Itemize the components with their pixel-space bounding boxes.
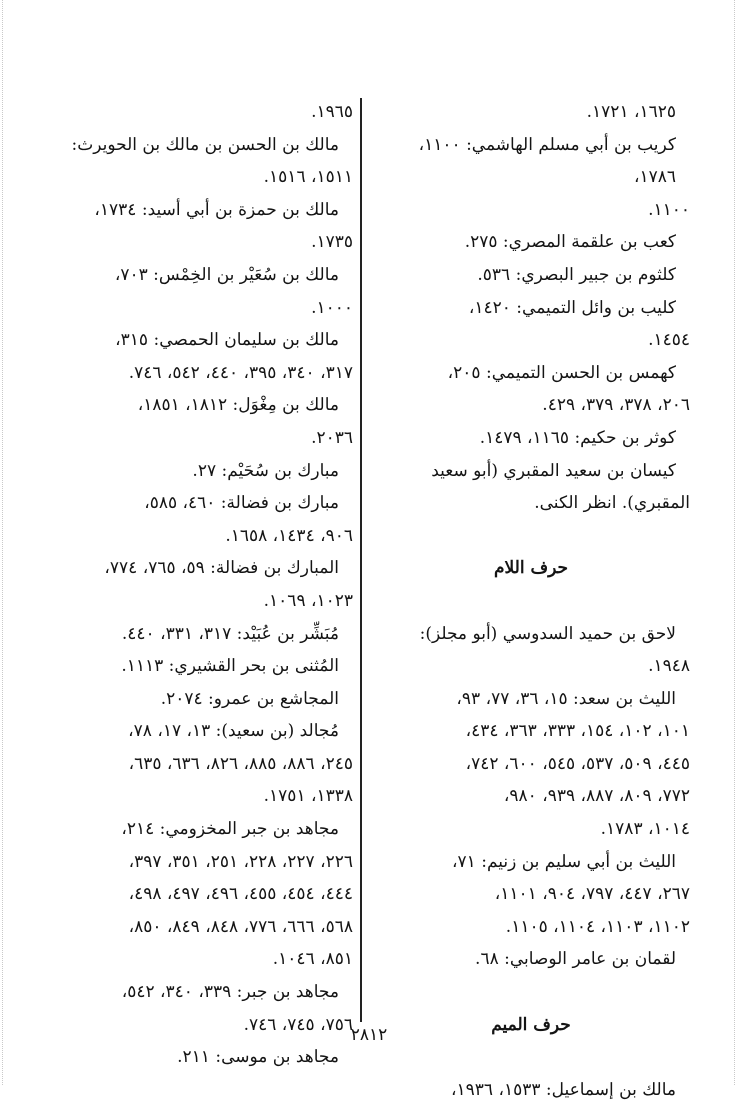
- index-entry: [372, 259, 690, 292]
- section-heading: حرف اللام: [493, 558, 568, 579]
- entry-text: ١٦٢٥، ١٧٢١.: [586, 102, 676, 122]
- index-entry: [48, 324, 353, 357]
- entry-text: ١٠١، ١٠٢، ١٥٤، ٣٣٣، ٣٦٣، ٤٣٤،: [465, 721, 690, 742]
- entry-text: كوثر بن حكيم: ١١٦٥، ١٤٧٩.: [479, 427, 676, 448]
- index-entry-continuation: [372, 748, 690, 781]
- entry-text: مبارك بن فضالة: ٤٦٠، ٥٨٥،: [144, 493, 339, 514]
- entry-text: كريب بن أبي مسلم الهاشمي: ١١٠٠، ١٧٨٦،: [418, 134, 676, 188]
- index-entry-continuation: [48, 357, 353, 390]
- entry-text: ٧٥٦، ٧٤٥، ٧٤٦.: [243, 1014, 353, 1035]
- section-spacer: [372, 520, 690, 553]
- index-entry-continuation: [48, 943, 353, 976]
- index-entry-continuation: [48, 911, 353, 944]
- index-entry: [372, 292, 690, 325]
- index-entry: [372, 943, 690, 976]
- index-entry: [48, 1041, 353, 1074]
- index-entry-continuation: [48, 780, 353, 813]
- entry-text: كعب بن علقمة المصري: ٢٧٥.: [464, 232, 676, 253]
- index-entry-continuation: [48, 846, 353, 879]
- index-entry-continuation: [372, 650, 690, 683]
- index-entry: [372, 683, 690, 716]
- entry-text: مجاهد بن جبر: ٣٣٩، ٣٤٠، ٥٤٢،: [121, 982, 339, 1003]
- index-entry: [48, 552, 353, 585]
- index-entry: [372, 846, 690, 879]
- page-number: ٢٨١٢: [350, 1025, 388, 1045]
- entry-text: مالك بن سليمان الحمصي: ٣١٥،: [115, 330, 339, 351]
- entry-text: ١٣٣٨، ١٧٥١.: [263, 786, 353, 807]
- entry-text: ١٠٢٣، ١٠٦٩.: [263, 590, 353, 611]
- index-entry-continuation: [372, 878, 690, 911]
- entry-text: ١١٠٢، ١١٠٣، ١١٠٤، ١١٠٥.: [505, 916, 690, 937]
- index-entry: [48, 259, 353, 292]
- index-entry: [372, 618, 690, 651]
- index-entry: [372, 1074, 690, 1106]
- index-entry-continuation: [372, 715, 690, 748]
- section-heading: حرف الميم: [491, 1014, 571, 1035]
- entry-text: ٢٢٦، ٢٢٧، ٢٢٨، ٢٥١، ٣٥١، ٣٩٧،: [128, 851, 353, 872]
- entry-text: المُثنى بن بحر القشيري: ١١١٣.: [121, 656, 339, 677]
- index-entry-continuation: [48, 96, 353, 129]
- index-entry: [372, 422, 690, 455]
- entry-text: ١٠٠٠.: [311, 297, 353, 318]
- index-entry-continuation: [372, 487, 690, 520]
- entry-text: ٤٤٤، ٤٥٤، ٤٥٥، ٤٩٦، ٤٩٧، ٤٩٨،: [128, 884, 353, 905]
- section-spacer: [372, 976, 690, 1009]
- index-entry-continuation: [372, 780, 690, 813]
- index-entry: [48, 813, 353, 846]
- right-column: [372, 96, 690, 1106]
- index-entry: [48, 389, 353, 422]
- entry-text: مالك بن الحسن بن مالك بن الحويرث:: [71, 134, 339, 155]
- index-entry-continuation: [48, 748, 353, 781]
- index-entry-continuation: [372, 194, 690, 227]
- index-entry-continuation: [48, 226, 353, 259]
- section-spacer: [372, 1041, 690, 1074]
- index-entry-continuation: [372, 911, 690, 944]
- entry-text: ١٩٦٥.: [311, 102, 353, 122]
- entry-text: ٩٠٦، ١٤٣٤، ١٦٥٨.: [225, 525, 353, 546]
- index-entry: [48, 487, 353, 520]
- entry-text: ٤٤٥، ٥٠٩، ٥٣٧، ٥٤٥، ٦٠٠، ٧٤٢،: [465, 753, 690, 774]
- index-entry: [372, 129, 690, 194]
- index-entry-continuation: [372, 813, 690, 846]
- index-entry: [372, 226, 690, 259]
- entry-text: ٥٦٨، ٦٦٦، ٧٧٦، ٨٤٨، ٨٤٩، ٨٥٠،: [128, 916, 353, 937]
- entry-text: ٢٠٦، ٣٧٨، ٣٧٩، ٤٢٩.: [542, 395, 690, 416]
- index-entry-continuation: [48, 878, 353, 911]
- index-entry-continuation: [48, 422, 353, 455]
- entry-text: الليث بن أبي سليم بن زنيم: ٧١،: [452, 851, 676, 872]
- index-entry: [48, 976, 353, 1009]
- entry-text: مالك بن سُعَيْر بن الخِمْس: ٧٠٣،: [114, 264, 339, 285]
- entry-text: ٨٥١، ١٠٤٦.: [272, 949, 353, 970]
- index-entry-continuation: [48, 292, 353, 325]
- entry-text: مالك بن حمزة بن أبي أسيد: ١٧٣٤،: [94, 199, 339, 220]
- index-entry-continuation: [372, 389, 690, 422]
- entry-text: ١٤٥٤.: [648, 330, 690, 351]
- entry-text: مُبَشِّر بن عُبَيْد: ٣١٧، ٣٣١، ٤٤٠.: [121, 623, 339, 644]
- entry-text: مُجالد (بن سعيد): ١٣، ١٧، ٧٨،: [128, 721, 339, 742]
- entry-text: ١٩٤٨.: [648, 656, 690, 677]
- entry-text: ٢٤٥، ٨٨٦، ٨٨٥، ٨٢٦، ٦٣٦، ٦٣٥،: [128, 753, 353, 774]
- entry-text: ١٥١١، ١٥١٦.: [263, 167, 353, 188]
- entry-text: المجاشع بن عمرو: ٢٠٧٤.: [160, 688, 339, 709]
- entry-text: مجاهد بن جبر المخزومي: ٢١٤،: [121, 819, 339, 840]
- entry-text: ١٧٣٥.: [311, 232, 353, 253]
- entry-text: مالك بن مِغْوَل: ١٨١٢، ١٨٥١،: [137, 395, 339, 416]
- entry-text: كيسان بن سعيد المقبري (أبو سعيد: [431, 460, 676, 481]
- index-entry: [48, 618, 353, 651]
- column-divider: [360, 98, 362, 1022]
- entry-text: ١١٠٠.: [648, 199, 690, 220]
- entry-text: مبارك بن سُحَيْم: ٢٧.: [192, 460, 339, 481]
- index-entry-continuation: [372, 324, 690, 357]
- entry-text: المبارك بن فضالة: ٥٩، ٧٦٥، ٧٧٤،: [104, 558, 339, 579]
- margin-mark-right: [734, 0, 735, 1085]
- index-entry-continuation: [48, 520, 353, 553]
- index-entry: [372, 455, 690, 488]
- index-entry: [48, 129, 353, 162]
- index-entry: [48, 683, 353, 716]
- entry-text: ٢٠٣٦.: [311, 427, 353, 448]
- margin-mark-left: [2, 0, 3, 1085]
- left-column: [48, 96, 353, 1074]
- entry-text: لقمان بن عامر الوصابي: ٦٨.: [475, 949, 676, 970]
- entry-text: لاحق بن حميد السدوسي (أبو مجلز):: [419, 623, 676, 644]
- entry-text: كليب بن وائل التميمي: ١٤٢٠،: [468, 297, 676, 318]
- entry-text: الليث بن سعد: ١٥، ٣٦، ٧٧، ٩٣،: [456, 688, 676, 709]
- index-entry: [48, 194, 353, 227]
- entry-text: ٣١٧، ٣٤٠، ٣٩٥، ٤٤٠، ٥٤٢، ٧٤٦.: [128, 362, 353, 383]
- entry-text: ٢٦٧، ٤٤٧، ٧٩٧، ٩٠٤، ١١٠١،: [494, 884, 690, 905]
- index-entry-continuation: [48, 585, 353, 618]
- entry-text: مجاهد بن موسى: ٢١١.: [177, 1047, 339, 1068]
- entry-text: كهمس بن الحسن التميمي: ٢٠٥،: [447, 362, 676, 383]
- entry-text: كلثوم بن جبير البصري: ٥٣٦.: [477, 264, 676, 285]
- entry-text: ١٠١٤، ١٧٨٣.: [600, 819, 690, 840]
- index-entry: [372, 357, 690, 390]
- index-entry-continuation: [48, 161, 353, 194]
- entry-text: ٧٧٢، ٨٠٩، ٨٨٧، ٩٣٩، ٩٨٠،: [503, 786, 690, 807]
- index-entry: [48, 650, 353, 683]
- index-entry: [48, 455, 353, 488]
- entry-text: المقبري). انظر الكنى.: [534, 493, 690, 514]
- entry-text: مالك بن إسماعيل: ١٥٣٣، ١٩٣٦،: [451, 1079, 676, 1100]
- section-spacer: [372, 585, 690, 618]
- index-entry: [372, 96, 690, 129]
- index-entry: [48, 715, 353, 748]
